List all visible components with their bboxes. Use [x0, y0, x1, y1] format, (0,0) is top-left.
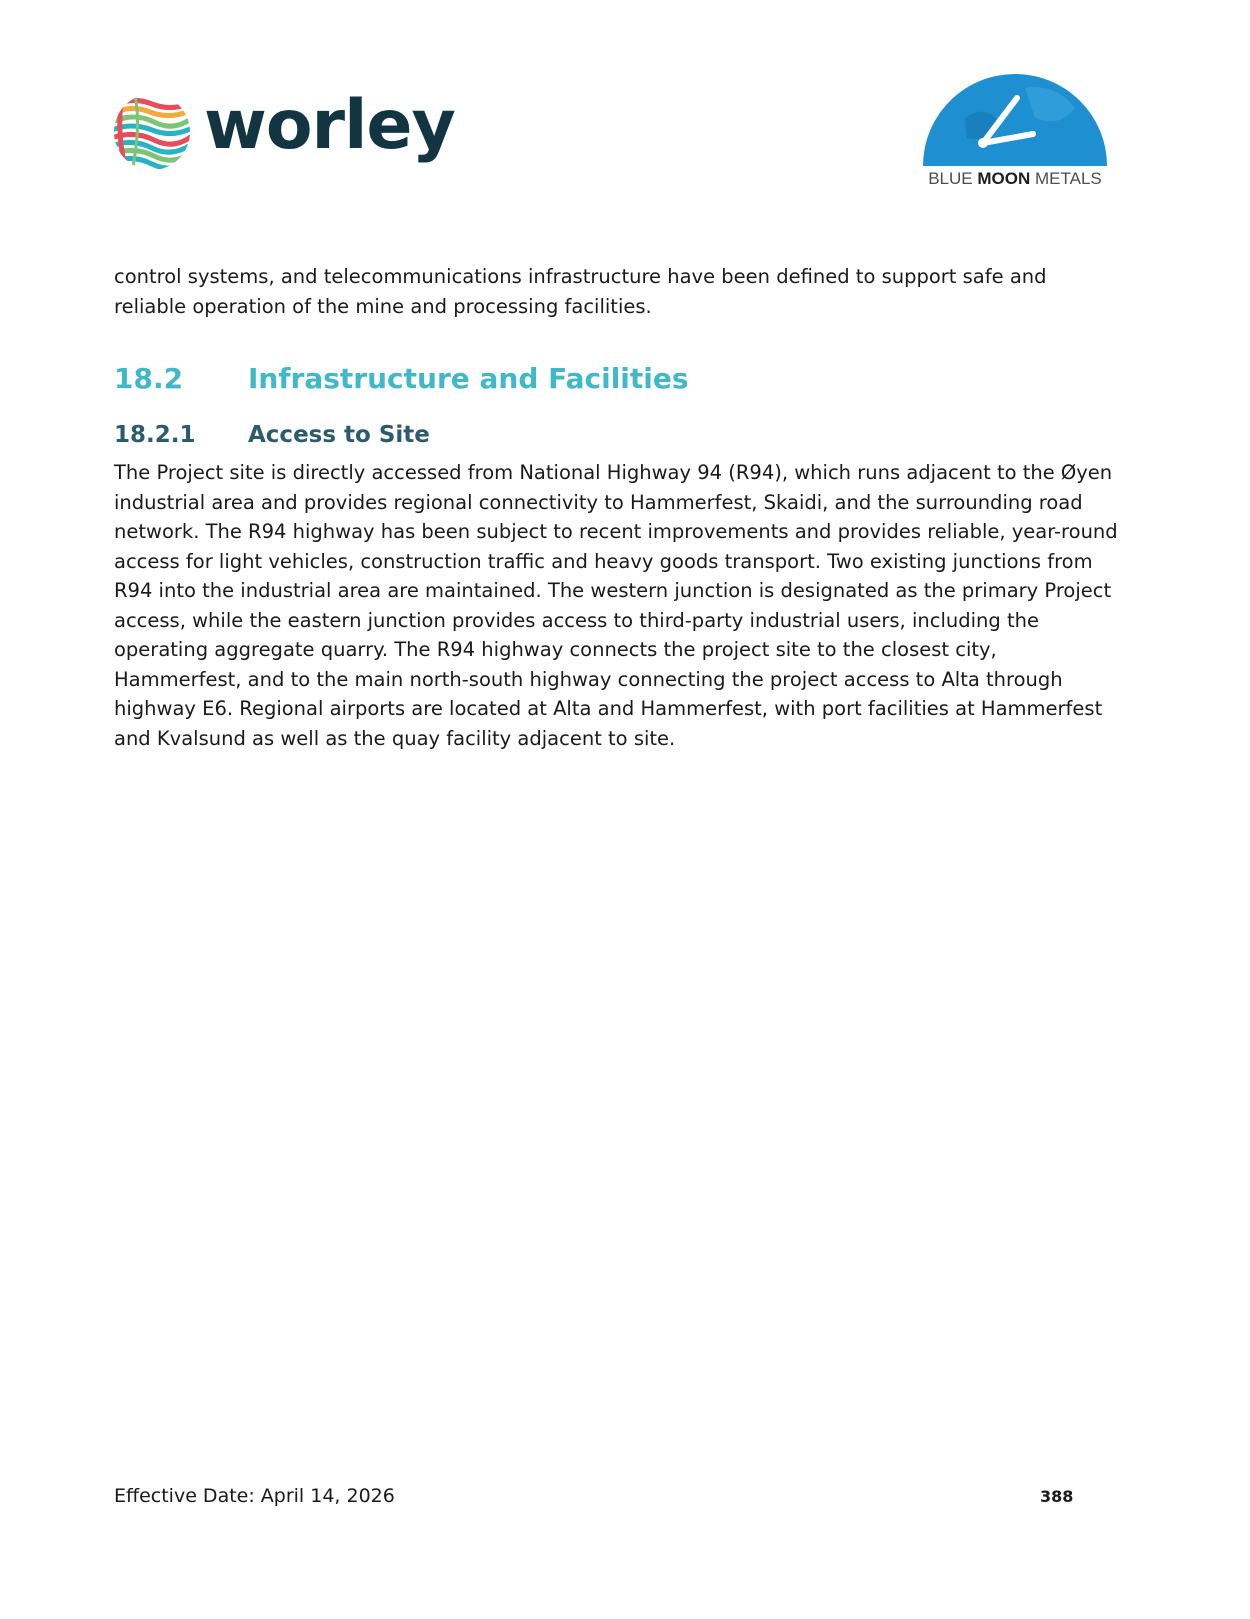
worley-logo	[112, 86, 455, 176]
subsection-number: 18.2.1	[114, 422, 196, 448]
blue-moon-metals-wordmark: BLUE MOON METALS	[928, 169, 1102, 188]
effective-date: Effective Date: April 14, 2026	[114, 1485, 395, 1507]
subsection-title: Access to Site	[248, 422, 430, 448]
intro-block	[114, 262, 1124, 321]
page-number: 388	[1040, 1487, 1074, 1506]
moon-clock-icon	[905, 58, 1125, 168]
section-title: Infrastructure and Facilities	[248, 362, 689, 395]
intro-paragraph: control systems, and telecommunications infrastructure have been defined to support safe and reliable operation of the mine and processing facilities.	[114, 265, 1047, 318]
subsection-heading	[114, 422, 430, 448]
worley-wordmark: worley	[204, 86, 455, 165]
worley-globe-icon	[112, 92, 192, 172]
page-header	[0, 0, 1250, 230]
section-heading	[114, 362, 689, 395]
blue-moon-metals-logo	[905, 58, 1125, 203]
access-paragraph-block	[114, 458, 1124, 753]
access-paragraph: The Project site is directly accessed from National Highway 94 (R94), which runs adjacent to the Øyen industrial area and provides regional connectivity to Hammerfest, Skaidi, and the surrounding road network. The R94 highway has been subject to recent improvements and provides reliable, year-round access for light vehicles, construction traffic and heavy goods transport. Two existing junctions from R94 into the industrial area are maintained. The western junction is designated as the primary Project access, while the eastern junction provides access to third-party industrial users, including the operating aggregate quarry. The R94 highway connects the project site to the closest city, Hammerfest, and to the main north-south highway connecting the project access to Alta through highway E6. Regional airports are located at Alta and Hammerfest, with port facilities at Hammerfest and Kvalsund as well as the quay facility adjacent to site.	[114, 461, 1118, 750]
section-number: 18.2	[114, 362, 184, 395]
